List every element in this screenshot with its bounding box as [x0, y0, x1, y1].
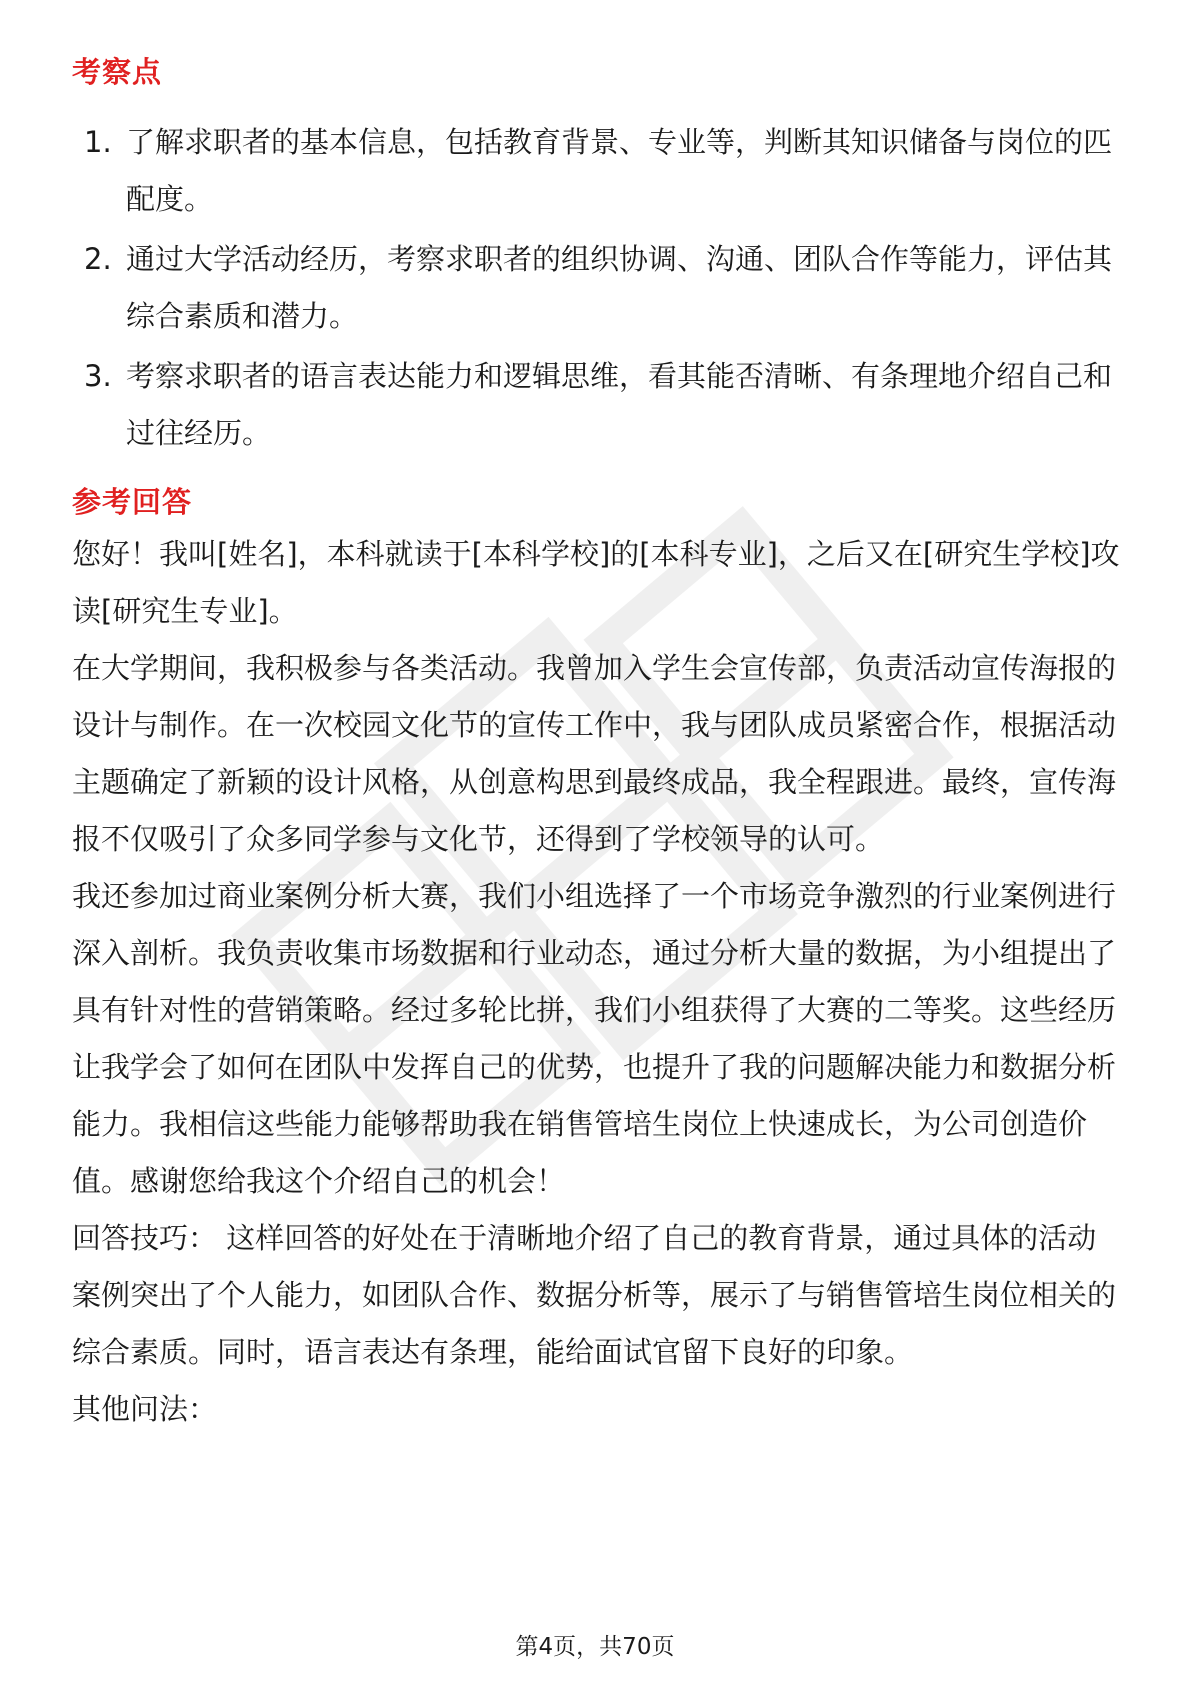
list-text: 通过大学活动经历，考察求职者的组织协调、沟通、团队合作等能力，评估其综合素质和潜力。 [126, 242, 1113, 333]
other-questions-label: 其他问法： [72, 1392, 218, 1426]
list-item [72, 231, 1120, 345]
section-title-points: 考察点 [72, 55, 163, 89]
list-item [72, 114, 1120, 228]
points-list [72, 114, 1120, 462]
section-title-answer: 参考回答 [72, 485, 193, 519]
page-number-footer: 第4页，共70页 [515, 1634, 675, 1660]
answer-paragraph-intro: 您好！我叫[姓名]，本科就读于[本科学校]的[本科专业]，之后又在[研究生学校]攻读[研究生专业]。 [72, 537, 1120, 628]
answer-paragraph-activities: 在大学期间，我积极参与各类活动。我曾加入学生会宣传部，负责活动宣传海报的设计与制作。在一次校园文化节的宣传工作中，我与团队成员紧密合作，根据活动主题确定了新颖的设计风格，从创意构思到最终成品，我全程跟进。最终，宣传海报不仅吸引了众多同学参与文化节，还得到了学校领导的认可。 [72, 651, 1117, 856]
answer-paragraph-competition: 我还参加过商业案例分析大赛，我们小组选择了一个市场竞争激烈的行业案例进行深入剖析。我负责收集市场数据和行业动态，通过分析大量的数据，为小组提出了具有针对性的营销策略。经过多轮比拼，我们小组获得了大赛的二等奖。这些经历让我学会了如何在团队中发挥自己的优势，也提升了我的问题解决能力和数据分析能力。我相信这些能力能够帮助我在销售管培生岗位上快速成长，为公司创造价值。感谢您给我这个介绍自己的机会！ [72, 879, 1117, 1198]
list-item [72, 348, 1120, 462]
list-text: 考察求职者的语言表达能力和逻辑思维，看其能否清晰、有条理地介绍自己和过往经历。 [126, 359, 1113, 450]
list-number: 2. [84, 242, 112, 276]
list-text: 了解求职者的基本信息，包括教育背景、专业等，判断其知识储备与岗位的匹配度。 [126, 125, 1113, 216]
content-area [72, 48, 1120, 1438]
answer-tips-paragraph: 回答技巧： 这样回答的好处在于清晰地介绍了自己的教育背景，通过具体的活动案例突出了个人能力，如团队合作、数据分析等，展示了与销售管培生岗位相关的综合素质。同时，语言表达有条理，能给面试官留下良好的印象。 [72, 1221, 1117, 1369]
list-number: 1. [84, 125, 112, 159]
list-number: 3. [84, 359, 112, 393]
